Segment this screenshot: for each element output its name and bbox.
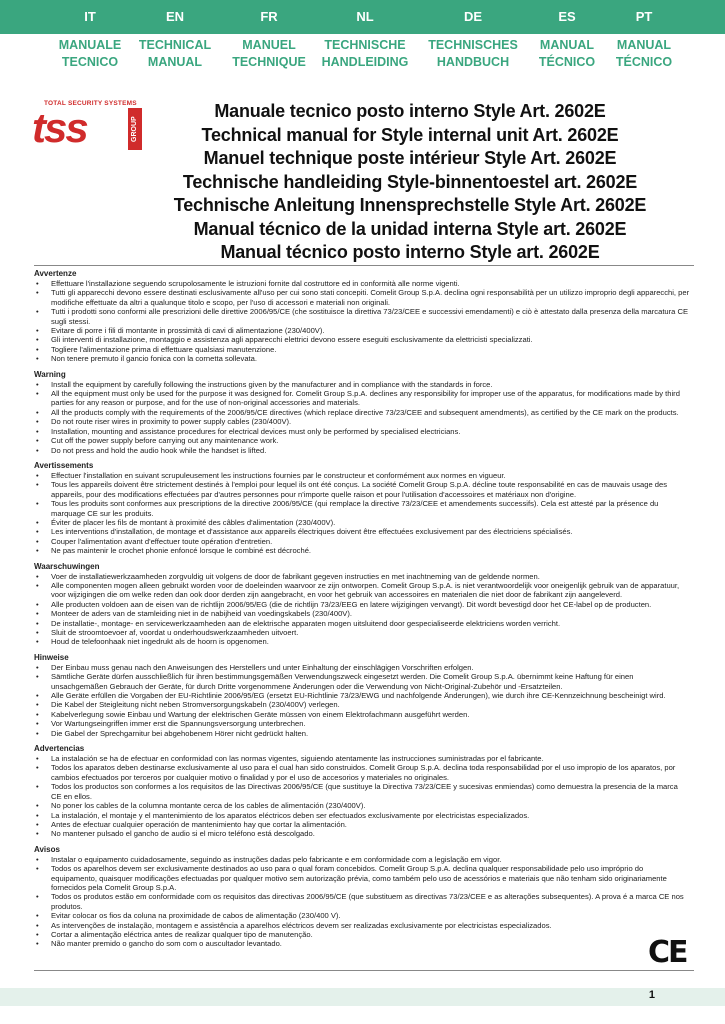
language-column-nl <box>320 0 410 71</box>
list-item: • Install the equipment by carefully following the instructions given by the manufacturer and in compliance with the standards in force. <box>34 380 690 389</box>
list-item: • Voer de installatiewerkzaamheden zorgvuldig uit volgens de door de fabrikant gegeven instructies en met inachtneming van de geldende normen. <box>34 572 690 581</box>
title-pt: Manual técnico posto interno Style art. 2602E <box>220 242 600 262</box>
language-column-de <box>428 0 518 71</box>
list-item: • Die Gabel der Sprechgarnitur bei abgehobenem Hörer nicht gedrückt halten. <box>34 729 690 738</box>
list-item: • As intervenções de instalação, montagem e assistência a aparelhos eléctricos devem ser realizadas exclusivamente por electricistas especializados. <box>34 921 690 930</box>
language-title-line2: HANDBUCH <box>436 55 510 69</box>
list-item: • Alle Geräte erfüllen die Vorgaben der EU-Richtlinie 2006/95/EG (ersetzt EU-Richtlinie 73/23/EWG und nachfolgende Änderungen), wie durch ihre CE-Kennzeichnung bescheinigt wird. <box>34 691 690 700</box>
bullet-list <box>34 754 690 839</box>
language-column-it <box>45 0 135 71</box>
language-title-line2: TÉCNICO <box>615 55 673 69</box>
language-title-line2: TECHNIQUE <box>232 55 306 69</box>
list-item: • Tous les produits sont conformes aux prescriptions de la directive 2006/95/CE (qui remplace la directive 73/23/CEE et amendements successifs). Cela est attesté par la présence du marquage CE sur les produits. <box>34 499 690 518</box>
list-item: • Les interventions d'installation, de montage et d'assistance aux appareils électriques doivent être effectuées exclusivement par des électriciens spécialisés. <box>34 527 690 536</box>
list-item: • All the equipment must only be used for the purpose it was designed for. Comelit Group S.p.A. declines any responsibility for improper use of the apparatus, for modifications made by third parties for any reason or purpose, and for the use of non-original accessories and materials. <box>34 389 690 408</box>
list-item: • Non tenere premuto il gancio fonica con la cornetta sollevata. <box>34 354 690 363</box>
top-divider <box>34 265 694 266</box>
list-item: • Houd de telefoonhaak niet ingedrukt als de hoorn is opgenomen. <box>34 637 690 646</box>
list-item: • Todos los aparatos deben destinarse exclusivamente al uso para el cual han sido construidos. Comelit Group S.p.A. declina toda responsabilidad por el uso impropio de los aparatos, por cambios efectuados por terceros por cualquier motivo o finalidad y por el uso de accesorios y materiales no originales. <box>34 763 690 782</box>
bullet-list <box>34 855 690 949</box>
section-title: Warning <box>34 369 66 379</box>
language-title-line1: MANUAL <box>539 38 595 52</box>
list-item: • Evitare di porre i fili di montante in prossimità di cavi di alimentazione (230/400V). <box>34 326 690 335</box>
language-title-line2: TECNICO <box>61 55 119 69</box>
list-item: • Instalar o equipamento cuidadosamente, seguindo as instruções dadas pelo fabricante e em conformidade com a legislação em vigor. <box>34 855 690 864</box>
list-item: • Alle producten voldoen aan de eisen van de richtlijn 2006/95/EG (die de richtlijn 73/23/EEG en latere wijzigingen vervangt). Dit wordt bevestigd door het CE-label op de producten. <box>34 600 690 609</box>
warning-section <box>34 653 690 738</box>
logo-brand: tss <box>32 104 87 151</box>
language-title-line1: TECHNISCHE <box>324 38 406 52</box>
bullet-list <box>34 471 690 556</box>
language-title-line2: MANUAL <box>147 55 203 69</box>
list-item: • Gli interventi di installazione, montaggio e assistenza agli apparecchi elettrici devono essere eseguiti esclusivamente da elettricisti specializzati. <box>34 335 690 344</box>
list-item: • Sämtliche Geräte dürfen ausschließlich für ihren bestimmungsgemäßen Verwendungszweck eingesetzt werden. Die Comelit Group S.p.A. übernimmt keine Haftung für einen unsachgemäßen Gebrauch der Geräte, für durch Dritte vorgenommene Änderungen oder die Verwendung von Nicht-Original-Zubehör und -Ersatzteilen. <box>34 672 690 691</box>
bullet-list <box>34 279 690 364</box>
language-column-fr <box>224 0 314 71</box>
list-item: • Tous les appareils doivent être strictement destinés à l'emploi pour lequel ils ont été conçus. La société Comelit Group S.p.A. décline toute responsabilité en cas de mauvais usage des appareils, pour des modifications effectuées par d'autres personnes pour n'importe quelle raison et pour l'utilisation d'accessoires et matériaux non d'origine. <box>34 480 690 499</box>
list-item: • Kabelverlegung sowie Einbau und Wartung der elektrischen Geräte müssen von einem Elektrofachmann ausgeführt werden. <box>34 710 690 719</box>
list-item: • Togliere l'alimentazione prima di effettuare qualsiasi manutenzione. <box>34 345 690 354</box>
list-item: • Die Kabel der Steigleitung nicht neben Stromversorgungskabeln (230/400V) verlegen. <box>34 700 690 709</box>
section-title: Avisos <box>34 844 60 854</box>
ce-mark-icon: CE <box>648 935 687 970</box>
language-code: EN <box>165 9 185 24</box>
language-title-line1: TECHNICAL <box>138 38 212 52</box>
warning-section <box>34 461 690 556</box>
list-item: • Evitar colocar os fios da coluna na proximidade de cabos de alimentação (230/400 V). <box>34 911 690 920</box>
list-item: • Effettuare l'installazione seguendo scrupolosamente le istruzioni fornite dal costruttore ed in conformità alle norme vigenti. <box>34 279 690 288</box>
warning-section <box>34 562 690 647</box>
bullet-list <box>34 572 690 647</box>
list-item: • Couper l'alimentation avant d'effectuer toute opération d'entretien. <box>34 537 690 546</box>
list-item: • Todos los productos son conformes a los requisitos de las Directivas 2006/95/CE (que sustituye la Directiva 73/23/CEE y sucesivas enmiendas) como demuestra la presencia de la marca CE en ellos. <box>34 782 690 801</box>
language-bar <box>0 0 725 72</box>
title-es: Manual técnico de la unidad interna Style art. 2602E <box>193 218 627 239</box>
list-item: • Do not route riser wires in proximity to power supply cables (230/400V). <box>34 417 690 426</box>
warning-section <box>34 269 690 364</box>
language-code: PT <box>635 9 653 24</box>
footer-band <box>0 988 725 1006</box>
language-code: NL <box>356 9 374 24</box>
list-item: • Tutti gli apparecchi devono essere destinati esclusivamente all'uso per cui sono stati concepiti. Comelit Group S.p.A. declina ogni responsabilità per un utilizzo improprio degli apparecchi, per modifiche effettuate da altri a qualunque titolo e scopo, per l'uso di accessori e materiali non originali. <box>34 288 690 307</box>
list-item: • Todos os aparelhos devem ser exclusivamente destinados ao uso para o qual foram concebidos. Comelit Group S.p.A. declina qualquer responsabilidade pelo uso impróprio do equipamento, quaisquer modificações efectuadas por qualquer motivo sem autorização prévia, como também pelo uso de acessórios e materiais que não tenham sido originariamente fornecidos pela Comelit Group S.p.A. <box>34 864 690 892</box>
list-item: • Do not press and hold the audio hook while the handset is lifted. <box>34 446 690 455</box>
logo-tagline: TOTAL SECURITY SYSTEMS <box>44 100 137 107</box>
title-fr: Manuel technique poste intérieur Style Art. 2602E <box>203 148 617 168</box>
list-item: • Todos os produtos estão em conformidade com os requisitos das directivas 2006/95/CE (que substituem as directivas 73/23/CEE e as alterações subsequentes). A prova é a marca CE nos produtos. <box>34 892 690 911</box>
list-item: • De installatie-, montage- en servicewerkzaamheden aan de elektrische apparaten mogen uitsluitend door gespecialiseerde elektriciens worden verricht. <box>34 619 690 628</box>
list-item: • Cortar a alimentação eléctrica antes de realizar qualquer tipo de manutenção. <box>34 930 690 939</box>
list-item: • No poner los cables de la columna montante cerca de los cables de alimentación (230/400V). <box>34 801 690 810</box>
language-title-line2: TÉCNICO <box>538 55 596 69</box>
language-column-en <box>130 0 220 71</box>
language-column-pt <box>599 0 689 71</box>
manual-titles <box>130 100 690 265</box>
list-item: • Antes de efectuar cualquier operación de mantenimiento hay que cortar la alimentación. <box>34 820 690 829</box>
language-title-line1: MANUAL <box>616 38 672 52</box>
list-item: • Effectuer l'installation en suivant scrupuleusement les instructions fournies par le constructeur et conformément aux normes en vigueur. <box>34 471 690 480</box>
list-item: • Ne pas maintenir le crochet phonie enfoncé lorsque le combiné est décroché. <box>34 546 690 555</box>
list-item: • Monteer de aders van de stamleiding niet in de nabijheid van voedingskabels (230/400V). <box>34 609 690 618</box>
language-code: DE <box>463 9 483 24</box>
section-title: Waarschuwingen <box>34 561 100 571</box>
title-en: Technical manual for Style internal unit Art. 2602E <box>201 124 619 145</box>
list-item: • No mantener pulsado el gancho de audio si el micro teléfono está descolgado. <box>34 829 690 838</box>
list-item: • Éviter de placer les fils de montant à proximité des câbles d'alimentation (230/400V). <box>34 518 690 527</box>
title-it: Manuale tecnico posto interno Style Art. 2602E <box>214 101 606 121</box>
list-item: • Sluit de stroomtoevoer af, voordat u onderhoudswerkzaamheden uitvoert. <box>34 628 690 637</box>
language-title-line2: HANDLEIDING <box>321 55 409 69</box>
title-de: Technische Anleitung Innensprechstelle Style Art. 2602E <box>173 195 647 215</box>
bottom-divider <box>34 970 694 971</box>
list-item: • La instalación, el montaje y el mantenimiento de los aparatos eléctricos deben ser efectuados exclusivamente por electricistas especializados. <box>34 811 690 820</box>
section-title: Avertissements <box>34 460 94 470</box>
list-item: • Tutti i prodotti sono conformi alle prescrizioni delle direttive 2006/95/CE (che sostituisce la direttiva 73/23/CEE e successivi emendamenti) e ciò è attestato dalla presenza della marcatura CE sugli stessi. <box>34 307 690 326</box>
section-title: Hinweise <box>34 652 69 662</box>
language-code: FR <box>260 9 278 24</box>
list-item: • Vor Wartungseingriffen immer erst die Spannungsversorgung unterbrechen. <box>34 719 690 728</box>
list-item: • La instalación se ha de efectuar en conformidad con las normas vigentes, siguiendo atentamente las instrucciones suministradas por el fabricante. <box>34 754 690 763</box>
language-title-line1: TECHNISCHES <box>428 38 518 52</box>
bullet-list <box>34 380 690 455</box>
language-title-line1: MANUALE <box>58 38 122 52</box>
language-code: IT <box>84 9 96 24</box>
list-item: • Alle componenten mogen alleen gebruikt worden voor de doeleinden waarvoor ze zijn ontworpen. Comelit Group S.p.A. is niet verantwoordelijk voor oneigenlijk gebruik van de apparatuur, voor wijzigingen die om welke reden dan ook door derden zijn aangebracht, en voor het gebruik van accessoires en materialen die niet door de fabrikant zijn aangeleverd. <box>34 581 690 600</box>
title-nl: Technische handleiding Style-binnentoestel art. 2602E <box>182 171 638 192</box>
list-item: • Não manter premido o gancho do som com o auscultador levantado. <box>34 939 690 948</box>
tss-logo <box>32 100 144 152</box>
logo-group-label: GROUP <box>128 108 142 150</box>
language-title-line1: MANUEL <box>242 38 296 52</box>
bullet-list <box>34 663 690 738</box>
language-code: ES <box>558 9 576 24</box>
warning-section <box>34 744 690 839</box>
list-item: • Der Einbau muss genau nach den Anweisungen des Herstellers und unter Einhaltung der einschlägigen Vorschriften erfolgen. <box>34 663 690 672</box>
warning-section <box>34 370 690 455</box>
list-item: • Installation, mounting and assistance procedures for electrical devices must only be performed by specialised electricians. <box>34 427 690 436</box>
page-number: 1 <box>648 989 655 1001</box>
section-title: Advertencias <box>34 744 85 754</box>
warning-section <box>34 845 690 949</box>
section-title: Avvertenze <box>34 269 77 278</box>
list-item: • Cut off the power supply before carrying out any maintenance work. <box>34 436 690 445</box>
list-item: • All the products comply with the requirements of the 2006/95/CE directives (which replace directive 73/23/CEE and subsequent amendments), as certified by the CE mark on the products. <box>34 408 690 417</box>
warnings-content <box>34 269 690 955</box>
